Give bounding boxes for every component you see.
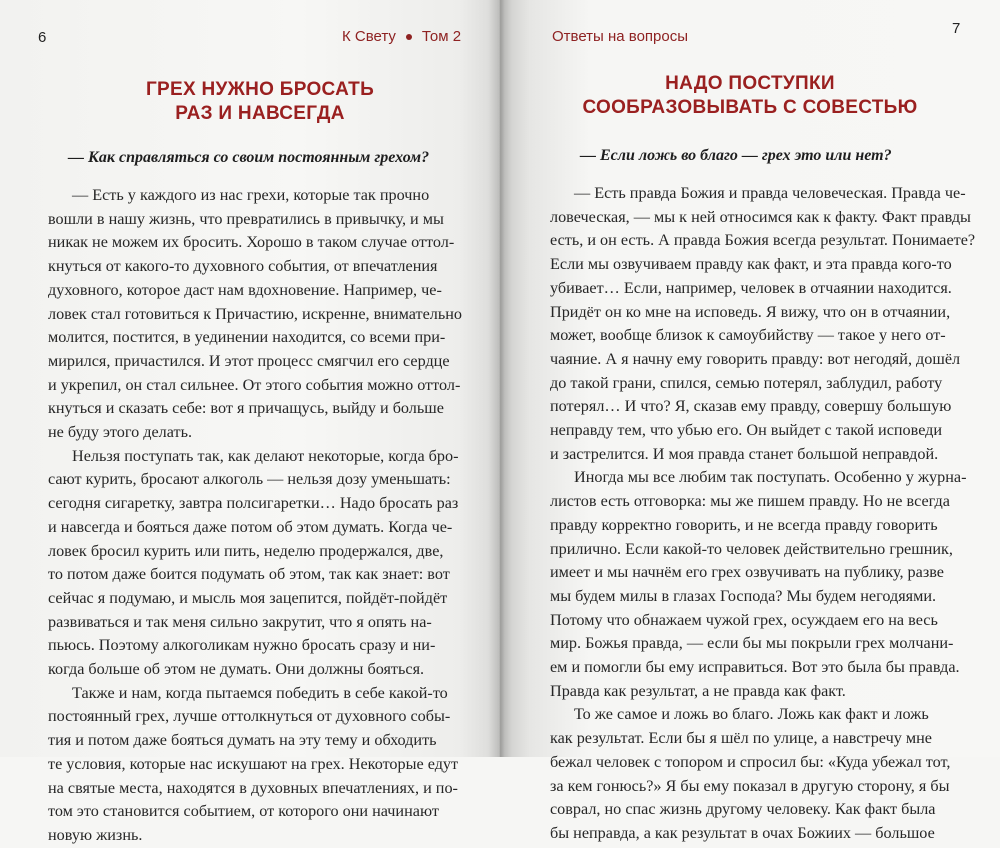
text-line: ловек стал готовиться к Причастию, искренне, внимательно [48, 304, 462, 323]
paragraph [48, 184, 466, 445]
text-line: молится, постится, в уединении находится, со всеми при- [48, 328, 446, 347]
text-line: ловек бросил курить или пить, неделю продержался, две, [48, 541, 444, 560]
text-line: Нельзя поступать так, как делают некоторые, когда бро- [72, 446, 459, 465]
text-line: вошли в нашу жизнь, что превратились в привычку, и мы [48, 209, 444, 228]
text-line: сейчас я подумаю, и мысль моя зацепится, пойдёт-пойдёт [48, 588, 448, 607]
text-line: сают курить, бросают алкоголь — нельзя дозу уменьшать: [48, 470, 451, 489]
text-line: Правда как результат, а не правда как факт. [550, 681, 846, 700]
text-line: потерял… И что? Я, сказав ему правду, совершу большую [550, 397, 952, 416]
text-line: пьюсь. Поэтому алкоголикам нужно бросать сразу и ни- [48, 636, 436, 655]
text-line: не буду этого делать. [48, 423, 193, 442]
text-line: те условия, которые нас искушают на грех. Некоторые едут [48, 754, 459, 773]
text-line: — Есть правда Божия и правда человеческая. Правда че- [574, 184, 966, 202]
title-line: НАДО ПОСТУПКИ [665, 73, 835, 94]
text-line: прилично. Если какой-то человек действительно грешник, [550, 539, 953, 558]
text-line: постоянный грех, лучше оттолкнуться от духовного собы- [48, 707, 451, 726]
paragraph [550, 466, 966, 703]
text-line: Также и нам, когда пытаемся победить в себе какой-то [72, 683, 448, 702]
text-line: развиваться и так меня сильно закрутит, что я опять на- [48, 612, 432, 631]
text-line: новую жизнь. [48, 825, 143, 844]
text-line: кнуться от какого-то духовного события, от впечатления [48, 257, 438, 276]
paragraph [48, 445, 466, 682]
text-line: тия и потом даже бояться думать на эту тему и обходить [48, 731, 437, 750]
left-body-text [48, 184, 466, 848]
title-line: ГРЕХ НУЖНО БРОСАТЬ [145, 79, 375, 100]
title-line: СООБРАЗОВЫВАТЬ С СОВЕСТЬЮ [582, 97, 918, 118]
title-line: РАЗ И НАВСЕГДА [175, 103, 345, 124]
running-head-volume: Том 2 [421, 28, 462, 45]
text-line: может, вообще близок к самоубийству — такое у него от- [550, 326, 946, 345]
text-line: Потому что обнажаем чужой грех, осуждаем его на весь [550, 610, 938, 629]
text-line: неправду тем, что убью его. Он выйдет с такой исповеди [550, 421, 943, 440]
text-line: мы будем милы в глазах Господа? Мы будем негодяями. [550, 586, 937, 605]
text-line: ем и помогли бы ему исправиться. Вот это была бы правда. [550, 658, 960, 677]
text-line: когда больше об этом не думать. Они должны бояться. [48, 660, 425, 679]
left-page-number: 6 [38, 29, 47, 46]
right-chapter-title [520, 72, 980, 120]
text-line: есть, и он есть. А правда Божия всегда результат. Понимаете? [550, 231, 976, 250]
text-line: — Есть у каждого из нас грехи, которые так прочно [72, 186, 430, 204]
text-line: имеет и мы начнём его грех озвучивать на публику, разве [550, 563, 944, 582]
right-running-head: Ответы на вопросы [552, 28, 689, 45]
paragraph [48, 682, 466, 848]
text-line: никак не можем их бросить. Хорошо в таком случае оттол- [48, 233, 455, 252]
right-page [500, 0, 1000, 842]
text-line: чаяние. А я начну ему говорить правду: вот негодяй, дошёл [550, 349, 961, 368]
text-line: бы неправда, а как результат в очах Божиих — большое [550, 823, 935, 842]
text-line: соврал, но спас жизнь другому человеку. Как факт была [550, 800, 936, 819]
text-line: бежал человек с топором и спросил бы: «Куда убежал тот, [550, 752, 951, 771]
book-gutter-shadow [488, 0, 512, 757]
text-line: кнуться и сказать себе: вот я причащусь, выйду и больше [48, 399, 444, 418]
running-head-book: К Свету [342, 28, 396, 45]
right-page-number: 7 [952, 20, 961, 37]
text-line: и навсегда и бояться даже потом об этом думать. Когда че- [48, 517, 453, 536]
text-line: ловеческая, — мы к ней относимся как к факту. Факт правды [550, 207, 971, 226]
text-line: и укрепил, он стал сильнее. От этого события можно оттол- [48, 375, 461, 394]
text-line: духовного, которое даст нам вдохновение. Например, че- [48, 280, 442, 299]
paragraph [550, 703, 966, 845]
text-line: убивает… Если, например, человек в отчаянии находится. [550, 278, 952, 297]
text-line: мирился, причастился. И этот процесс смягчил его сердце [48, 351, 450, 370]
left-chapter-title [40, 78, 480, 126]
text-line: на святые места, находятся в духовных впечатлениях, и по- [48, 778, 458, 797]
text-line: Если мы озвучиваем правду как факт, и эта правда кого-то [550, 255, 952, 274]
text-line: То же самое и ложь во благо. Ложь как факт и ложь [574, 705, 929, 724]
text-line: как результат. Если бы я шёл по улице, а навстречу мне [550, 729, 932, 748]
text-line: том это становится событием, от которого они начинают [48, 802, 439, 821]
text-line: листов есть отговорка: мы же пишем правду. Но не всегда [550, 492, 950, 511]
right-body-text [550, 182, 976, 846]
text-line: правду корректно говорить, и не всегда правду говорить [550, 515, 938, 534]
text-line: то потом даже боится подумать об этом, так как знает: вот [48, 565, 450, 584]
text-line: за кем гонюсь?» Я бы ему показал в другую сторону, я бы [550, 776, 950, 795]
right-question: — Если ложь во благо — грех это или нет? [580, 147, 892, 164]
text-line: сегодня сигаретку, завтра полсигаретки… Надо бросать раз [48, 494, 459, 513]
text-line: Придёт он ко мне на исповедь. Я вижу, что он в отчаянии, [550, 302, 951, 321]
text-line: Иногда мы все любим так поступать. Особенно у журна- [574, 468, 967, 487]
left-running-head [342, 28, 461, 45]
paragraph [550, 182, 976, 466]
text-line: до такой грани, спился, семью потерял, заблудил, работу [550, 373, 943, 392]
text-line: мир. Божья правда, — если бы мы покрыли грех молчани- [550, 634, 954, 653]
text-line: и застрелится. И моя правда станет большой неправдой. [550, 444, 939, 463]
separator-dot-icon [406, 34, 412, 40]
left-question: — Как справляться со своим постоянным грехом? [68, 149, 430, 166]
left-page [0, 0, 500, 844]
